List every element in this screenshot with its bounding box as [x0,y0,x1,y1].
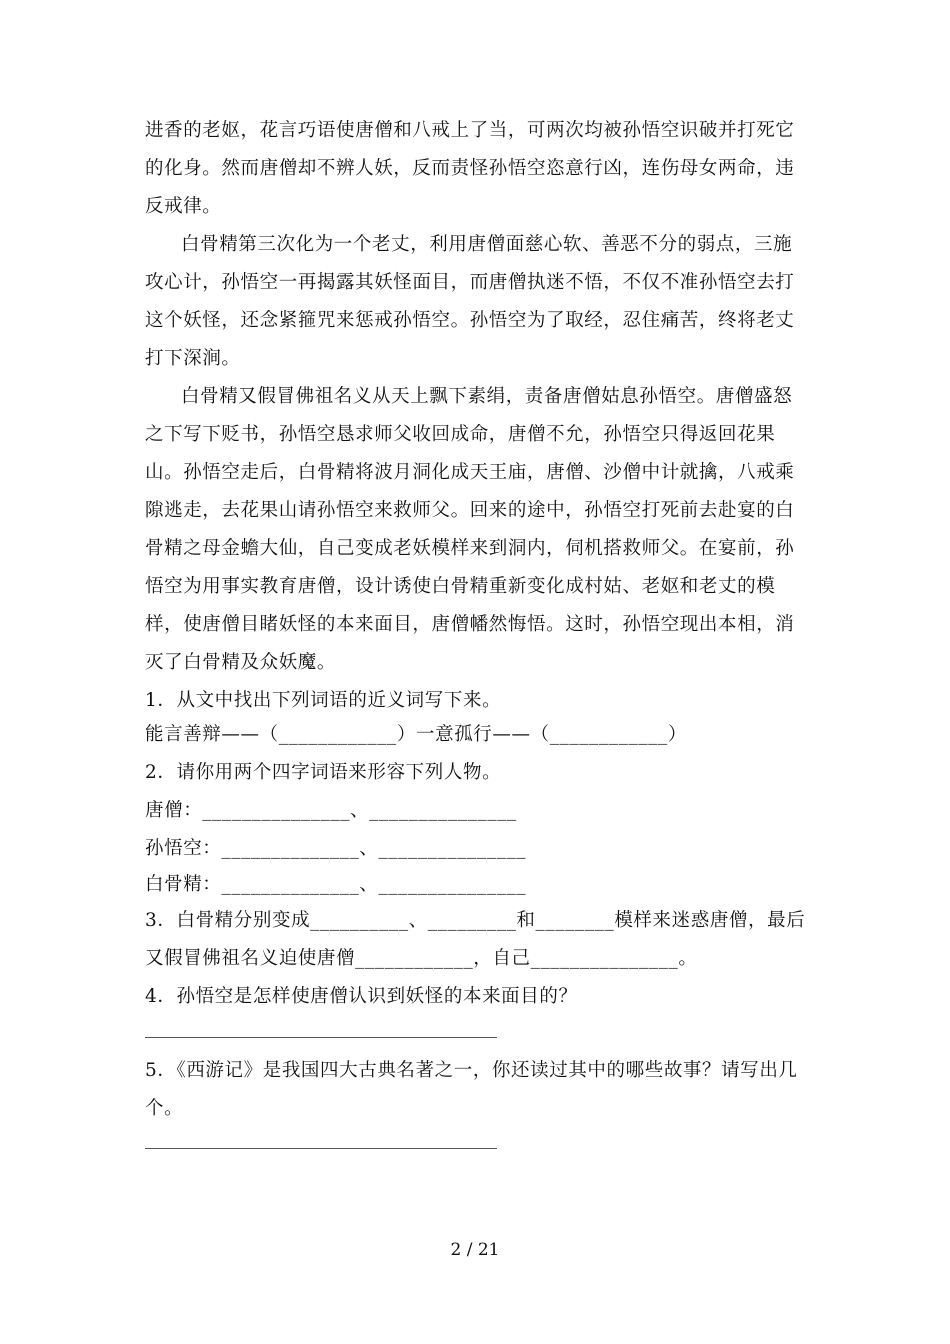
story-line: 反戒律。 [145,196,222,217]
question-4-answer-rule [145,1037,497,1038]
story-line: 的化身。然而唐僧却不辨人妖，反而责怪孙悟空恣意行凶，连伤母女两命，违 [145,158,795,179]
question-5-line-1: 5．《西游记》是我国四大古典名著之一，你还读过其中的哪些故事？请写出几 [145,1060,798,1081]
story-line: 隙逃走，去花果山请孙悟空来救师父。回来的途中，孙悟空打死前去赴宴的白 [145,500,795,521]
story-line: 悟空为用事实教育唐僧，设计诱使白骨精重新变化成村姑、老妪和老丈的模 [145,576,776,597]
story-line: 进香的老妪，花言巧语使唐僧和八戒上了当，可两次均被孙悟空识破并打死它 [145,120,795,141]
question-2-wukong: 孙悟空：______________、_______________ [145,838,527,859]
story-line: 白骨精又假冒佛祖名义从天上飘下素绢，责备唐僧姑息孙悟空。唐僧盛怒 [181,386,793,407]
question-2: 2．请你用两个四字词语来形容下列人物。 [145,762,502,783]
page-number: 2 / 21 [450,1240,500,1260]
question-2-baigujing: 白骨精：______________、_______________ [145,874,527,895]
question-3-line-2: 又假冒佛祖名义迫使唐僧____________，自己_______________。 [145,948,698,969]
question-3-line-1: 3．白骨精分别变成__________、_________和________模样来迷惑唐僧，最后 [145,910,806,931]
story-line: 白骨精第三次化为一个老丈，利用唐僧面慈心软、善恶不分的弱点，三施 [181,234,793,255]
question-4: 4．孙悟空是怎样使唐僧认识到妖怪的本来面目的？ [145,986,578,1007]
story-line: 这个妖怪，还念紧箍咒来惩戒孙悟空。孙悟空为了取经，忍住痛苦，终将老丈 [145,310,795,331]
story-line: 攻心计，孙悟空一再揭露其妖怪面目，而唐僧执迷不悟，不仅不准孙悟空去打 [145,272,795,293]
story-line: 样，使唐僧目睹妖怪的本来面目，唐僧幡然悔悟。这时，孙悟空现出本相，消 [145,614,795,635]
question-1-answer-line: 能言善辩——（____________）一意孤行——（____________） [145,724,688,745]
story-line: 打下深涧。 [145,348,241,369]
story-line: 灭了白骨精及众妖魔。 [145,652,337,673]
question-2-tangseng: 唐僧：_______________、_______________ [145,800,517,821]
question-1: 1．从文中找出下列词语的近义词写下来。 [145,690,502,711]
question-5-line-2: 个。 [145,1098,184,1119]
question-5-answer-rule [145,1148,497,1149]
story-line: 山。孙悟空走后，白骨精将波月洞化成天王庙，唐僧、沙僧中计就擒，八戒乘 [145,462,795,483]
story-line: 骨精之母金蟾大仙，自己变成老妖模样来到洞内，伺机搭救师父。在宴前，孙 [145,538,795,559]
story-line: 之下写下贬书，孙悟空恳求师父收回成命，唐僧不允，孙悟空只得返回花果 [145,424,776,445]
